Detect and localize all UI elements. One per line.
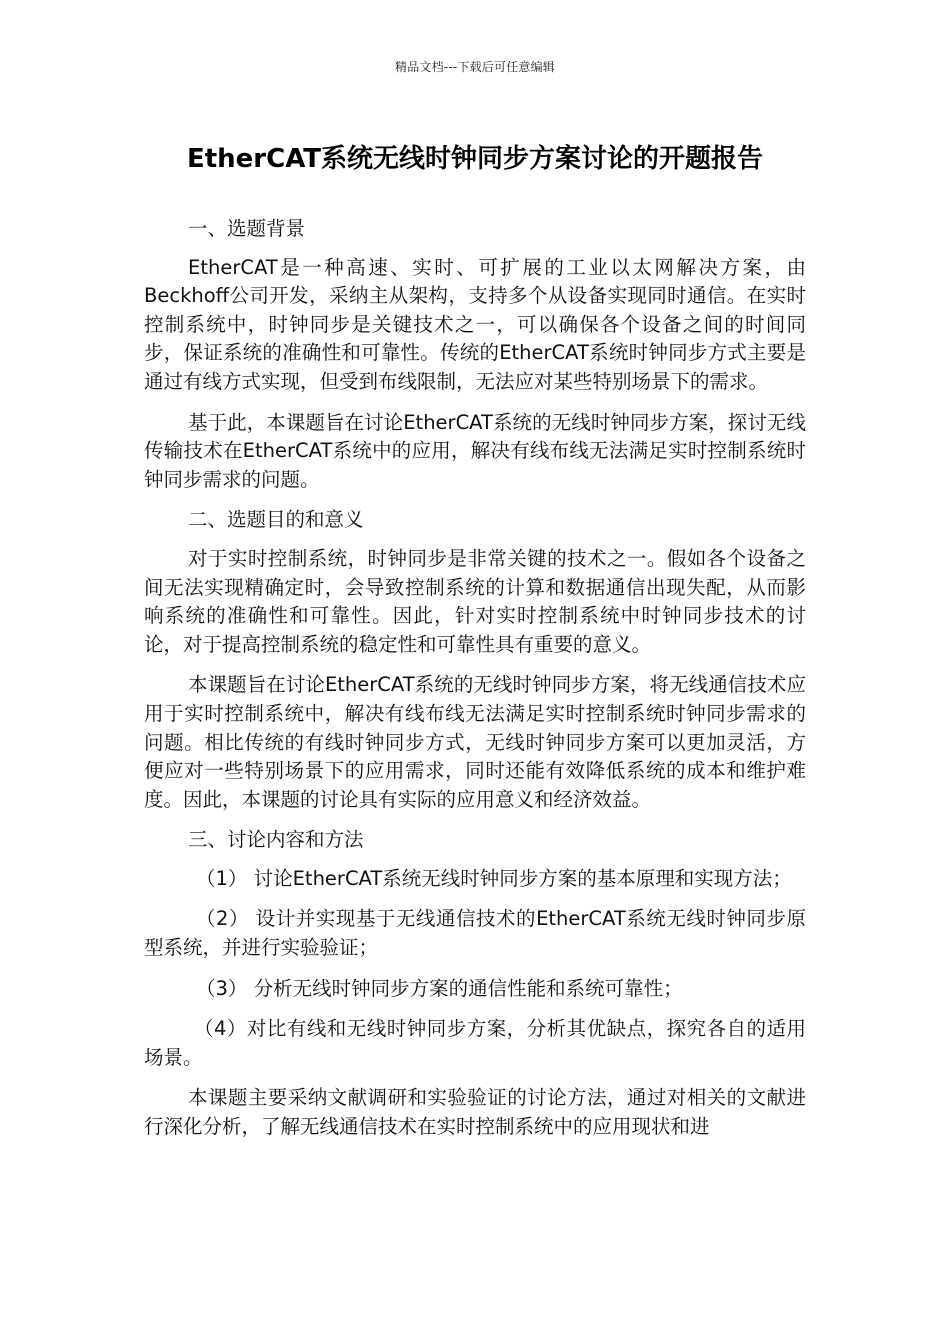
paragraph: 对于实时控制系统，时钟同步是非常关键的技术之一。假如各个设备之间无法实现精确定时，会导致控制系统的计算和数据通信出现失配，从而影响系统的准确性和可靠性。因此，针对实时控制系统中时钟同步技术的讨论，对于提高控制系统的稳定性和可靠性具有重要的意义。 xyxy=(144,546,806,656)
list-item: （1） 讨论EtherCAT系统无线时钟同步方案的基本原理和实现方法； xyxy=(196,866,792,890)
section-heading-methods: 三、讨论内容和方法 xyxy=(188,828,364,852)
paragraph: 基于此，本课题旨在讨论EtherCAT系统的无线时钟同步方案，探讨无线传输技术在EtherCAT系统中的应用，解决有线布线无法满足实时控制系统时钟同步需求的问题。 xyxy=(144,410,806,491)
document-body xyxy=(144,215,806,1154)
paragraph: 本课题旨在讨论EtherCAT系统的无线时钟同步方案，将无线通信技术应用于实时控制系统中，解决有线布线无法满足实时控制系统时钟同步需求的问题。相比传统的有线时钟同步方式，无线时钟同步方案可以更加灵活，方便应对一些特别场景下的应用需求，同时还能有效降低系统的成本和维护难度。因此，本课题的讨论具有实际的应用意义和经济效益。 xyxy=(144,673,806,811)
paragraph: 本课题主要采纳文献调研和实验验证的讨论方法，通过对相关的文献进行深化分析，了解无线通信技术在实时控制系统中的应用现状和进 xyxy=(144,1086,806,1139)
section-heading-purpose: 二、选题目的和意义 xyxy=(188,508,364,532)
section-heading-background: 一、选题背景 xyxy=(188,217,306,240)
paragraph: EtherCAT是一种高速、实时、可扩展的工业以太网解决方案，由Beckhoff公司开发，采纳主从架构，支持多个从设备实现同时通信。在实时控制系统中，时钟同步是关键技术之一，可以确保各个设备之间的时间同步，保证系统的准确性和可靠性。传统的EtherCAT系统时钟同步方式主要是通过有线方式实现，但受到布线限制，无法应对某些特别场景下的需求。 xyxy=(144,255,806,393)
document-title: EtherCAT系统无线时钟同步方案讨论的开题报告 xyxy=(186,144,764,174)
page-header: 精品文档---下载后可任意编辑 xyxy=(395,60,555,74)
list-item: （3） 分析无线时钟同步方案的通信性能和系统可靠性； xyxy=(196,976,683,1000)
list-item: （2） 设计并实现基于无线通信技术的EtherCAT系统无线时钟同步原型系统，并进行实验验证； xyxy=(144,907,806,960)
list-item: （4）对比有线和无线时钟同步方案，分析其优缺点，探究各自的适用场景。 xyxy=(144,1017,806,1069)
